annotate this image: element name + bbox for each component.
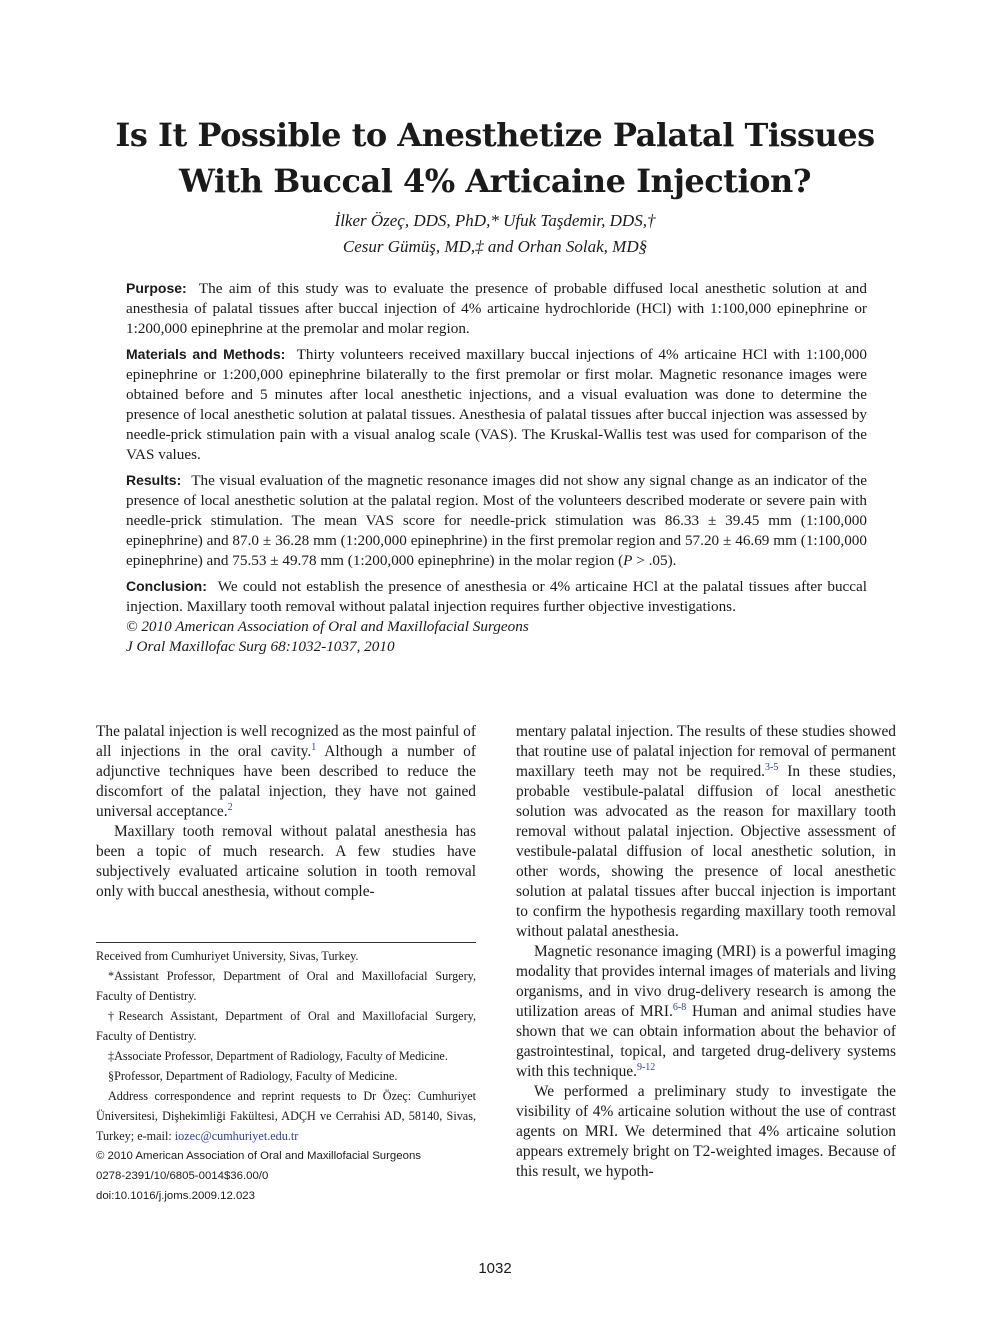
footnote-affiliation: *Assistant Professor, Department of Oral and Maxillofacial Surgery, Faculty of Dentistry. (96, 969, 476, 1003)
footnote-issn: 0278-2391/10/6805-0014$36.00/0 (96, 1170, 269, 1182)
reference-link[interactable]: 1 (311, 741, 317, 753)
abstract-copyright: © 2010 American Association of Oral and Maxillofacial Surgeons (126, 618, 529, 635)
conclusion-label: Conclusion: (126, 578, 207, 594)
purpose-label: Purpose: (126, 280, 187, 296)
conclusion-text: We could not establish the presence of anesthesia or 4% articaine HCl at the palatal tissues after buccal injection. Maxillary tooth removal without palatal injection requires further objective investigations. (126, 578, 867, 615)
authors-line-2: Cesur Gümüş, MD,‡ and Orhan Solak, MD§ (342, 237, 648, 256)
results-text-b: > .05). (632, 552, 677, 569)
abstract (126, 278, 867, 657)
body-text: In these studies, probable vestibule-palatal diffusion of local anesthetic solution was advocated as the reason for maxillary tooth removal without palatal injection. Objective assessment of vestibule-palatal diffusion of local anesthetic solution, in other words, showing the presence of local anesthetic solution at palatal tissues after buccal injection is important to confirm the hypothesis regarding maxillary tooth removal without palatal anesthesia. (516, 763, 896, 940)
page-number: 1032 (478, 1260, 512, 1277)
footnote-affiliation: §Professor, Department of Radiology, Faculty of Medicine. (108, 1069, 398, 1083)
reference-link[interactable]: 6-8 (672, 1001, 687, 1013)
reference-link[interactable]: 3-5 (765, 761, 779, 773)
footnote-doi[interactable]: doi:10.1016/j.joms.2009.12.023 (96, 1190, 255, 1202)
article-title (60, 112, 930, 204)
reference-link[interactable]: 9-12 (636, 1061, 656, 1073)
body-paragraph (516, 722, 896, 942)
body-text: mentary palatal injection. The results of these studies showed that routine use of palatal injection for removal of permanent maxillary teeth may not be required. (516, 723, 896, 780)
methods-text: Thirty volunteers received maxillary buccal injections of 4% articaine HCl with 1:100,000 epinephrine or 1:200,000 epinephrine bilaterally to the first premolar or first molar. Magnetic resonance images were obtained before and 5 minutes after local anesthetic injections, and a visual evaluation was done to determine the presence of local anesthetic solution at palatal tissues. Anesthesia of palatal tissues after buccal injection was assessed by needle-prick stimulation pain with a visual analog scale (VAS). The Kruskal-Wallis test was used for comparison of the VAS values. (126, 346, 867, 463)
footnote-affiliation: †Research Assistant, Department of Oral and Maxillofacial Surgery, Faculty of Dentistry. (96, 1009, 476, 1043)
results-label: Results: (126, 472, 182, 488)
footnote-received: Received from Cumhuriyet University, Sivas, Turkey. (96, 949, 359, 963)
methods-label: Materials and Methods: (126, 346, 286, 362)
journal-citation: J Oral Maxillofac Surg 68:1032-1037, 2010 (126, 638, 395, 655)
address-text: Address correspondence and reprint requests to Dr Özeç: Cumhuriyet Üniversitesi, Dişhekimliği Fakültesi, ADÇH ve Cerrahisi AD, 58140, Sivas, Turkey; e-mail: (96, 1089, 476, 1143)
body-paragraph (96, 722, 476, 822)
body-text: Human and animal studies have shown that we can obtain information about the behavior of gastrointestinal, topical, and targeted drug-delivery systems with this technique. (516, 1003, 896, 1080)
body-text: Magnetic resonance imaging (MRI) is a powerful imaging modality that provides internal images of materials and living organisms, and in vivo drug-delivery research is among the utilization areas of MRI. (516, 943, 896, 1020)
body-paragraph: We performed a preliminary study to investigate the visibility of 4% articaine solution without the use of contrast agents on MRI. We determined that 4% articaine solution appears extremely bright on T2-weighted images. Because of this result, we hypoth- (516, 1083, 896, 1180)
footnote-affiliation: ‡Associate Professor, Department of Radiology, Faculty of Medicine. (108, 1049, 448, 1063)
body-column-right (516, 722, 896, 1182)
footnotes (96, 942, 476, 1206)
purpose-text: The aim of this study was to evaluate the presence of probable diffused local anesthetic solution at and anesthesia of palatal tissues after buccal injection of 4% articaine hydrochloride (HCl) with 1:100,000 epinephrine or 1:200,000 epinephrine at the premolar and molar region. (126, 280, 867, 337)
reference-link[interactable]: 2 (227, 801, 233, 813)
body-text: Although a number of adjunctive techniques have been described to reduce the discomfort of the palatal injection, they have not gained universal acceptance. (96, 743, 476, 820)
title-line-1: Is It Possible to Anesthetize Palatal Tissues (115, 116, 875, 154)
title-line-2: With Buccal 4% Articaine Injection? (178, 162, 812, 200)
author-list (60, 208, 930, 260)
authors-line-1: İlker Özeç, DDS, PhD,* Ufuk Taşdemir, DDS,† (334, 211, 656, 230)
body-paragraph (516, 942, 896, 1082)
email-link[interactable]: iozec@cumhuriyet.edu.tr (174, 1129, 299, 1143)
abstract-purpose (126, 278, 867, 339)
abstract-methods (126, 344, 867, 465)
results-p-symbol: P (623, 552, 633, 569)
abstract-results (126, 470, 867, 571)
body-text: The palatal injection is well recognized as the most painful of all injections in the oral cavity. (96, 723, 476, 760)
body-column-left (96, 722, 476, 902)
footnote-address (96, 1086, 476, 1146)
footnote-copyright: © 2010 American Association of Oral and Maxillofacial Surgeons (96, 1150, 421, 1162)
body-paragraph: Maxillary tooth removal without palatal anesthesia has been a topic of much research. A few studies have subjectively evaluated articaine solution in tooth removal only with buccal anesthesia, without comple- (96, 823, 476, 900)
abstract-conclusion (126, 576, 867, 617)
results-text-a: The visual evaluation of the magnetic resonance images did not show any signal change as an indicator of the presence of local anesthetic solution at the palatal region. Most of the volunteers described moderate or severe pain with needle-prick stimulation. The mean VAS score for needle-prick stimulation was 86.33 ± 39.45 mm (1:100,000 epinephrine) and 87.0 ± 36.28 mm (1:200,000 epinephrine) in the first premolar region and 57.20 ± 46.69 mm (1:100,000 epinephrine) and 75.53 ± 49.78 mm (1:200,000 epinephrine) in the molar region ( (126, 472, 867, 569)
